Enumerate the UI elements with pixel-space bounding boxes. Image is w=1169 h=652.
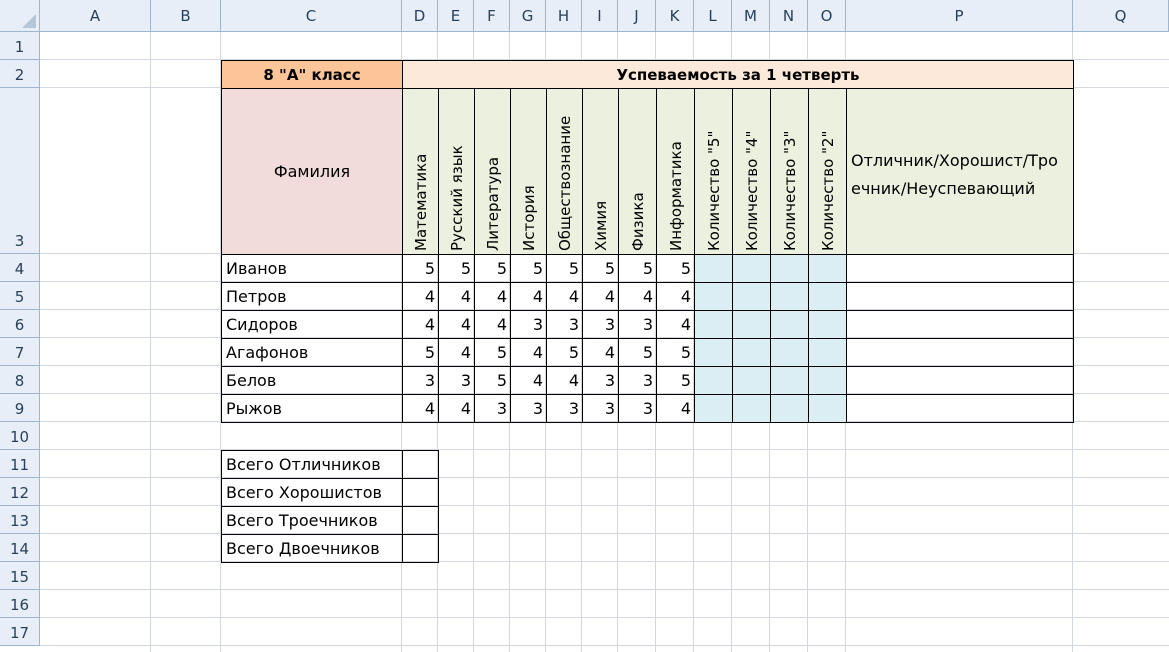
count-cell[interactable] (694, 310, 733, 339)
subject-header[interactable] (582, 88, 619, 255)
grade-cell[interactable]: 4 (402, 310, 439, 339)
count-header-label: Количество "2" (818, 130, 837, 251)
column-header-g[interactable]: G (510, 0, 546, 32)
column-header-m[interactable]: M (732, 0, 770, 32)
gridline (40, 533, 1169, 534)
summary-value-cell[interactable] (402, 506, 439, 535)
subject-header-label: Обществознание (555, 115, 574, 251)
count-cell[interactable] (770, 282, 809, 311)
count-cell[interactable] (808, 254, 847, 283)
subject-header[interactable] (438, 88, 475, 255)
row-header-1[interactable]: 1 (0, 32, 40, 60)
count-cell[interactable] (694, 394, 733, 423)
grade-cell[interactable]: 4 (474, 282, 511, 311)
select-all-icon (22, 14, 36, 28)
subject-header-label: Информатика (666, 141, 685, 251)
grade-cell[interactable]: 4 (402, 394, 439, 423)
row-header-2[interactable]: 2 (0, 60, 40, 88)
grade-cell[interactable]: 3 (582, 310, 619, 339)
grade-cell[interactable]: 4 (546, 282, 583, 311)
grade-cell[interactable]: 5 (402, 254, 439, 283)
row-header-7[interactable]: 7 (0, 338, 40, 366)
row-header-6[interactable]: 6 (0, 310, 40, 338)
grade-cell[interactable]: 3 (618, 394, 657, 423)
grade-cell[interactable]: 4 (656, 310, 695, 339)
count-header[interactable] (732, 88, 771, 255)
grade-cell[interactable]: 5 (438, 254, 475, 283)
column-header-k[interactable]: K (656, 0, 694, 32)
grade-cell[interactable]: 4 (582, 282, 619, 311)
row-header-15[interactable]: 15 (0, 562, 40, 590)
count-header-label: Количество "3" (780, 130, 799, 251)
count-cell[interactable] (732, 394, 771, 423)
summary-label-cell[interactable]: Всего Хорошистов (221, 478, 403, 507)
summary-label-cell[interactable]: Всего Троечников (221, 506, 403, 535)
student-name-cell[interactable]: Белов (221, 366, 403, 395)
gridline (40, 477, 1169, 478)
grade-cell[interactable]: 4 (656, 394, 695, 423)
name-header-cell[interactable]: Фамилия (221, 88, 403, 255)
status-cell[interactable] (846, 282, 1074, 311)
status-cell[interactable] (846, 394, 1074, 423)
grade-cell[interactable]: 4 (510, 338, 547, 367)
grade-cell[interactable]: 3 (510, 310, 547, 339)
row-header-12[interactable]: 12 (0, 478, 40, 506)
grade-cell[interactable]: 5 (510, 254, 547, 283)
title-cell[interactable]: Успеваемость за 1 четверть (402, 60, 1074, 89)
grade-cell[interactable]: 3 (402, 366, 439, 395)
student-name-cell[interactable]: Сидоров (221, 310, 403, 339)
grade-cell[interactable]: 5 (474, 254, 511, 283)
column-header-d[interactable]: D (402, 0, 438, 32)
grade-cell[interactable]: 3 (510, 394, 547, 423)
count-header-label: Количество "4" (742, 130, 761, 251)
count-cell[interactable] (732, 338, 771, 367)
row-header-4[interactable]: 4 (0, 254, 40, 282)
grade-cell[interactable]: 4 (438, 394, 475, 423)
grade-cell[interactable]: 5 (474, 338, 511, 367)
grade-cell[interactable]: 4 (438, 310, 475, 339)
summary-label-cell[interactable]: Всего Отличников (221, 450, 403, 479)
grade-cell[interactable]: 4 (546, 366, 583, 395)
subject-header-label: Литература (483, 156, 502, 251)
grade-cell[interactable]: 5 (656, 366, 695, 395)
student-name-cell[interactable]: Петров (221, 282, 403, 311)
count-cell[interactable] (770, 254, 809, 283)
column-header-e[interactable]: E (438, 0, 474, 32)
gridline (40, 449, 1169, 450)
count-cell[interactable] (732, 366, 771, 395)
grade-cell[interactable]: 5 (402, 338, 439, 367)
row-header-9[interactable]: 9 (0, 394, 40, 422)
grade-cell[interactable]: 3 (546, 394, 583, 423)
count-cell[interactable] (770, 338, 809, 367)
grade-cell[interactable]: 5 (546, 338, 583, 367)
row-header-14[interactable]: 14 (0, 534, 40, 562)
column-header-b[interactable]: B (151, 0, 221, 32)
row-header-11[interactable]: 11 (0, 450, 40, 478)
grade-cell[interactable]: 3 (474, 394, 511, 423)
grade-cell[interactable]: 4 (438, 282, 475, 311)
count-header-label: Количество "5" (704, 130, 723, 251)
count-header[interactable] (808, 88, 847, 255)
gridline (40, 645, 1169, 646)
column-header-h[interactable]: H (546, 0, 582, 32)
column-header-q[interactable]: Q (1073, 0, 1169, 32)
summary-value-cell[interactable] (402, 450, 439, 479)
grade-cell[interactable]: 5 (656, 254, 695, 283)
count-cell[interactable] (694, 282, 733, 311)
status-cell[interactable] (846, 366, 1074, 395)
student-name-cell[interactable]: Агафонов (221, 338, 403, 367)
grade-cell[interactable]: 4 (656, 282, 695, 311)
column-header-i[interactable]: I (582, 0, 618, 32)
column-header-o[interactable]: O (808, 0, 846, 32)
gridline (40, 589, 1169, 590)
status-cell[interactable] (846, 338, 1074, 367)
count-cell[interactable] (732, 310, 771, 339)
row-header-16[interactable]: 16 (0, 590, 40, 618)
column-header-j[interactable]: J (618, 0, 656, 32)
column-header-f[interactable]: F (474, 0, 510, 32)
count-header[interactable] (694, 88, 733, 255)
grade-cell[interactable]: 4 (438, 338, 475, 367)
grade-cell[interactable]: 5 (656, 338, 695, 367)
grade-cell[interactable]: 3 (582, 394, 619, 423)
count-cell[interactable] (694, 366, 733, 395)
grade-cell[interactable]: 4 (618, 282, 657, 311)
grade-cell[interactable]: 5 (618, 254, 657, 283)
student-name-cell[interactable]: Иванов (221, 254, 403, 283)
grade-cell[interactable]: 4 (510, 282, 547, 311)
subject-header-label: Русский язык (447, 145, 466, 251)
row-header-8[interactable]: 8 (0, 366, 40, 394)
status-header-cell[interactable]: Отличник/Хорошист/Троечник/Неуспевающий (846, 88, 1074, 255)
row-header-5[interactable]: 5 (0, 282, 40, 310)
count-cell[interactable] (808, 310, 847, 339)
count-cell[interactable] (808, 366, 847, 395)
gridline (40, 561, 1169, 562)
count-cell[interactable] (770, 310, 809, 339)
row-header-3[interactable]: 3 (0, 88, 40, 254)
grade-cell[interactable]: 3 (618, 310, 657, 339)
column-header-p[interactable]: P (846, 0, 1073, 32)
subject-header[interactable] (546, 88, 583, 255)
status-cell[interactable] (846, 254, 1074, 283)
grade-cell[interactable]: 5 (546, 254, 583, 283)
summary-label-cell[interactable]: Всего Двоечников (221, 534, 403, 563)
subject-header-label: Физика (628, 192, 647, 251)
row-header-10[interactable]: 10 (0, 422, 40, 450)
grade-cell[interactable]: 4 (582, 338, 619, 367)
grade-cell[interactable]: 4 (510, 366, 547, 395)
grade-cell[interactable]: 3 (618, 366, 657, 395)
grade-cell[interactable]: 3 (438, 366, 475, 395)
status-cell[interactable] (846, 310, 1074, 339)
count-header[interactable] (770, 88, 809, 255)
count-cell[interactable] (694, 254, 733, 283)
subject-header[interactable] (656, 88, 695, 255)
count-cell[interactable] (808, 394, 847, 423)
count-cell[interactable] (808, 282, 847, 311)
grade-cell[interactable]: 5 (618, 338, 657, 367)
subject-header[interactable] (618, 88, 657, 255)
select-all-corner[interactable] (0, 0, 40, 32)
count-cell[interactable] (808, 338, 847, 367)
column-header-c[interactable]: C (221, 0, 402, 32)
count-cell[interactable] (694, 338, 733, 367)
grade-cell[interactable]: 3 (582, 366, 619, 395)
count-cell[interactable] (770, 394, 809, 423)
subject-header[interactable] (510, 88, 547, 255)
class-label-cell[interactable]: 8 "А" класс (221, 60, 403, 89)
grade-cell[interactable]: 5 (474, 366, 511, 395)
student-name-cell[interactable]: Рыжов (221, 394, 403, 423)
subject-header-label: Химия (591, 200, 610, 251)
gridline (40, 617, 1169, 618)
count-cell[interactable] (732, 282, 771, 311)
summary-value-cell[interactable] (402, 534, 439, 563)
subject-header-label: История (519, 185, 538, 251)
column-header-a[interactable]: A (40, 0, 151, 32)
grade-cell[interactable]: 5 (582, 254, 619, 283)
column-header-l[interactable]: L (694, 0, 732, 32)
row-header-17[interactable]: 17 (0, 618, 40, 646)
grade-cell[interactable]: 4 (402, 282, 439, 311)
subject-header[interactable] (402, 88, 439, 255)
grade-cell[interactable]: 4 (474, 310, 511, 339)
column-header-n[interactable]: N (770, 0, 808, 32)
subject-header[interactable] (474, 88, 511, 255)
row-header-13[interactable]: 13 (0, 506, 40, 534)
grade-cell[interactable]: 3 (546, 310, 583, 339)
count-cell[interactable] (732, 254, 771, 283)
gridline (150, 32, 151, 652)
subject-header-label: Математика (411, 153, 430, 251)
gridline (40, 505, 1169, 506)
count-cell[interactable] (770, 366, 809, 395)
summary-value-cell[interactable] (402, 478, 439, 507)
